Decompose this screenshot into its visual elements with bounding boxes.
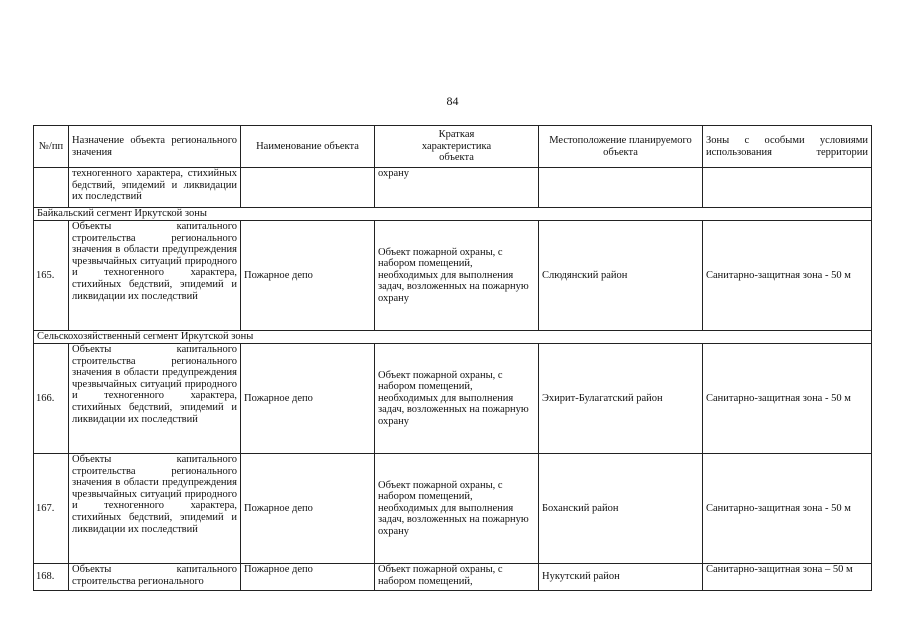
- header-name: Наименование объекта: [241, 126, 375, 168]
- table-row: [34, 221, 872, 331]
- continuation-name: [241, 168, 375, 208]
- row-characteristic: Объект пожарной охраны, с набором помещений, необходимых для выполнения задач, возложенных на пожарную охрану: [375, 221, 539, 331]
- continuation-num: [34, 168, 69, 208]
- row-num: 168.: [34, 564, 69, 591]
- objects-table: [33, 125, 872, 591]
- page-number: 84: [446, 94, 459, 108]
- header-characteristic: Краткая характеристика объекта: [375, 126, 539, 168]
- row-zones: Санитарно-защитная зона - 50 м: [703, 221, 872, 331]
- segment-title-agri: Сельскохозяйственный сегмент Иркутской зоны: [34, 331, 872, 344]
- segment-title-baikal: Байкальский сегмент Иркутской зоны: [34, 208, 872, 221]
- row-name: Пожарное депо: [241, 454, 375, 564]
- continuation-zones: [703, 168, 872, 208]
- header-num: №/пп: [34, 126, 69, 168]
- continuation-characteristic: охрану: [375, 168, 539, 208]
- row-characteristic: Объект пожарной охраны, с набором помещений, необходимых для выполнения задач, возложенных на пожарную охрану: [375, 454, 539, 564]
- row-location: Нукутский район: [539, 564, 703, 591]
- row-purpose: Объекты капитального строительства регионального значения в области предупреждения чрезвычайных ситуаций природного и техногенного характера, стихийных бедствий, эпидемий и ликвидации их последствий: [69, 221, 241, 331]
- row-characteristic: Объект пожарной охраны, с набором помещений, необходимых для выполнения задач, возложенных на пожарную охрану: [375, 344, 539, 454]
- header-zones: Зоны с особыми условиями использования территории: [703, 126, 872, 168]
- row-purpose: Объекты капитального строительства регионального значения в области предупреждения чрезвычайных ситуаций природного и техногенного характера, стихийных бедствий, эпидемий и ликвидации их последствий: [69, 454, 241, 564]
- table-row: [34, 344, 872, 454]
- continuation-purpose: техногенного характера, стихийных бедствий, эпидемий и ликвидации их последствий: [69, 168, 241, 208]
- header-location: Местоположение планируемого объекта: [539, 126, 703, 168]
- continuation-row: [34, 168, 872, 208]
- row-purpose: Объекты капитального строительства регионального значения в области предупреждения чрезвычайных ситуаций природного и техногенного характера, стихийных бедствий, эпидемий и ликвидации их последствий: [69, 344, 241, 454]
- row-name: Пожарное депо: [241, 344, 375, 454]
- row-location: Боханский район: [539, 454, 703, 564]
- header-purpose: Назначение объекта регионального значения: [69, 126, 241, 168]
- table-row: [34, 564, 872, 591]
- row-zones: Санитарно-защитная зона - 50 м: [703, 344, 872, 454]
- segment-row-agri: [34, 331, 872, 344]
- row-location: Эхирит-Булагатский район: [539, 344, 703, 454]
- row-num: 167.: [34, 454, 69, 564]
- row-purpose: Объекты капитального строительства регионального: [69, 564, 241, 591]
- row-name: Пожарное депо: [241, 221, 375, 331]
- row-name: Пожарное депо: [241, 564, 375, 591]
- row-characteristic: Объект пожарной охраны, с набором помещений,: [375, 564, 539, 591]
- table-header-row: [34, 126, 872, 168]
- row-num: 165.: [34, 221, 69, 331]
- segment-row-baikal: [34, 208, 872, 221]
- row-location: Слюдянский район: [539, 221, 703, 331]
- row-zones: Санитарно-защитная зона - 50 м: [703, 454, 872, 564]
- table-row: [34, 454, 872, 564]
- continuation-location: [539, 168, 703, 208]
- row-num: 166.: [34, 344, 69, 454]
- row-zones: Санитарно-защитная зона – 50 м: [703, 564, 872, 591]
